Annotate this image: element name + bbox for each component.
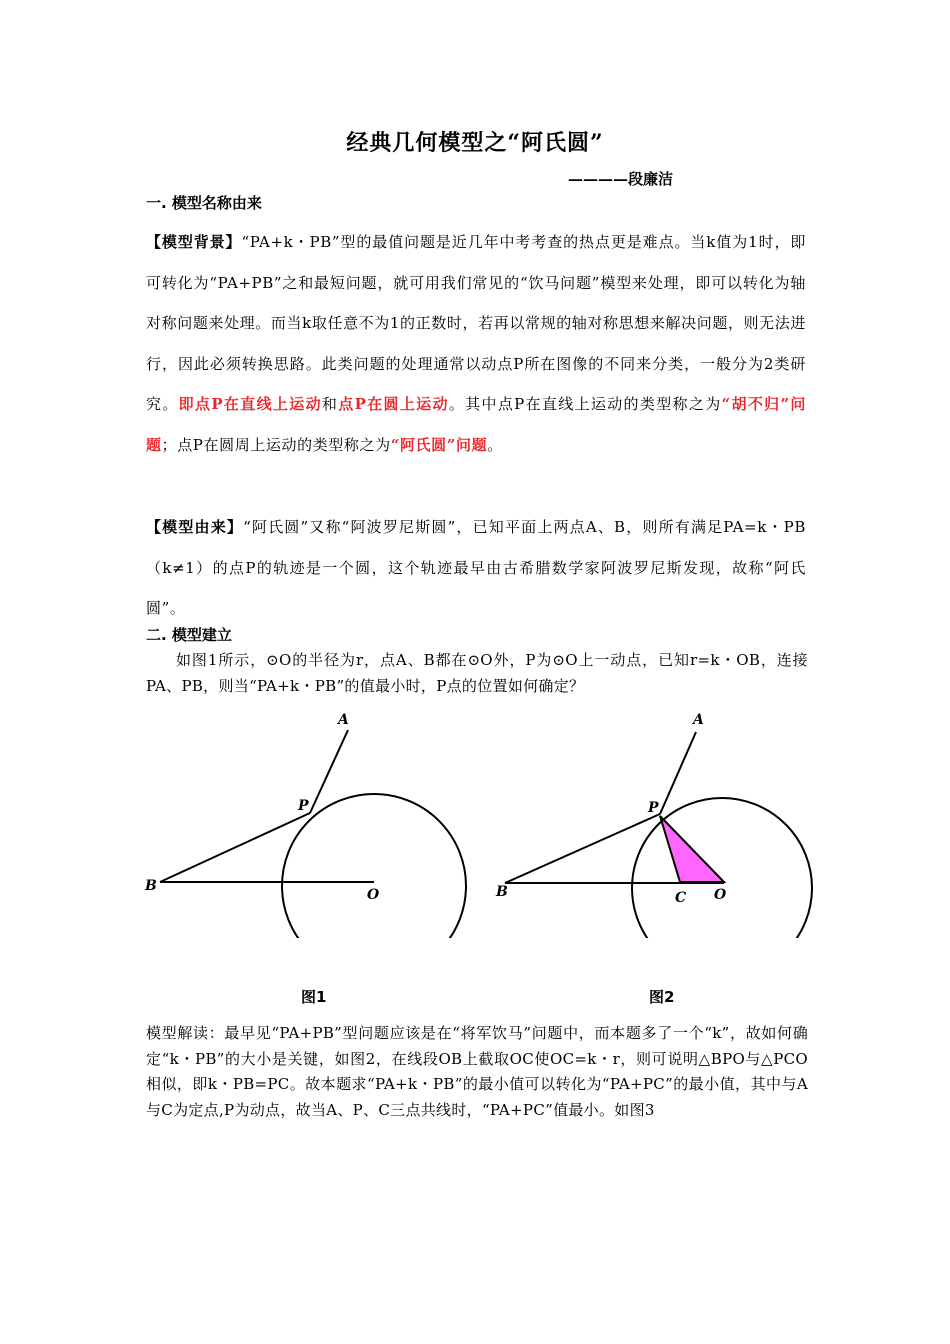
fig1-segment-bp xyxy=(160,813,310,882)
model-background-text-1: “PA+k・PB”型的最值问题是近几年中考考查的热点更是难点。当k值为1时，即可转化为“PA+PB”之和最短问题，就可用我们常见的“饮马问题”模型来处理，即可以转化为轴对称问题来处理。而当k取任意不为1的正数时，若再以常规的轴对称思想来解决问题，则无法进行，因此必须转换思路。此类问题的处理通常以动点P所在图像的不同来分类，一般分为2类研究。 xyxy=(146,233,806,413)
fig2-segment-bp xyxy=(505,814,660,883)
author-line: ————段廉洁 xyxy=(568,170,674,188)
model-background-label: 【模型背景】 xyxy=(146,233,242,251)
fig2-segment-pa xyxy=(660,732,696,814)
fig2-label-c: C xyxy=(675,890,687,906)
fig2-label-o: O xyxy=(714,887,727,903)
figures-svg xyxy=(140,708,820,938)
fig2-circle-o xyxy=(632,798,812,938)
model-origin-text: “阿氏圆”又称“阿波罗尼斯圆”，已知平面上两点A、B，则所有满足PA=k・PB（k≠1）的点P的轨迹是一个圆，这个轨迹最早由古希腊数学家阿波罗尼斯发现，故称“阿氏圆”。 xyxy=(146,518,806,617)
figure-2-caption: 图2 xyxy=(649,988,675,1006)
model-background-text-4: 。 xyxy=(487,435,503,454)
highlight-circle-motion: 点P在圆上运动 xyxy=(338,395,449,413)
fig1-label-o: O xyxy=(367,887,380,903)
model-background-and: 和 xyxy=(321,395,339,413)
fig1-label-a: A xyxy=(338,712,349,728)
fig2-label-a: A xyxy=(693,712,704,728)
model-origin-paragraph xyxy=(146,507,806,629)
model-background-paragraph xyxy=(146,222,806,465)
model-background-text-2: 。其中点P在直线上运动的类型称之为 xyxy=(448,395,722,413)
fig2-label-p: P xyxy=(648,800,659,816)
model-analysis-paragraph: 模型解读：最早见“PA+PB”型问题应该是在“将军饮马”问题中，而本题多了一个“k”，故如何确定“k・PB”的大小是关键，如图2，在线段OB上截取OC使OC=k・r，则可说明△BPO与△PCO相似，即k・PB=PC。故本题求“PA+k・PB”的最小值可以转化为“PA+PC”的最小值，其中与A与C为定点,P为动点，故当A、P、C三点共线时，“PA+PC”值最小。如图3 xyxy=(146,1024,808,1119)
model-setup-paragraph: 如图1所示，⊙O的半径为r，点A、B都在⊙O外，P为⊙O上一动点，已知r=k・OB，连接PA、PB，则当“PA+k・PB”的值最小时，P点的位置如何确定？ xyxy=(146,651,808,695)
page-title: 经典几何模型之“阿氏圆” xyxy=(346,130,604,156)
section-2-heading: 二. 模型建立 xyxy=(146,626,232,644)
fig1-circle-o xyxy=(282,794,466,938)
highlight-line-motion: 即点P在直线上运动 xyxy=(178,395,322,413)
figure-1-caption: 图1 xyxy=(301,988,327,1006)
figure-2 xyxy=(495,712,812,938)
model-background-text-3: ；点P在圆周上运动的类型称之为 xyxy=(161,435,391,454)
fig1-label-p: P xyxy=(298,798,309,814)
fig2-label-b: B xyxy=(496,884,508,900)
fig2-triangle-pco xyxy=(660,816,724,882)
section-1-heading: 一. 模型名称由来 xyxy=(146,194,262,212)
model-origin-label: 【模型由来】 xyxy=(146,518,244,536)
highlight-hubugui: “胡不归”问题 xyxy=(146,395,807,454)
fig1-label-b: B xyxy=(145,878,157,894)
figure-1 xyxy=(144,712,466,938)
highlight-apollonius: “阿氏圆”问题 xyxy=(390,435,488,454)
